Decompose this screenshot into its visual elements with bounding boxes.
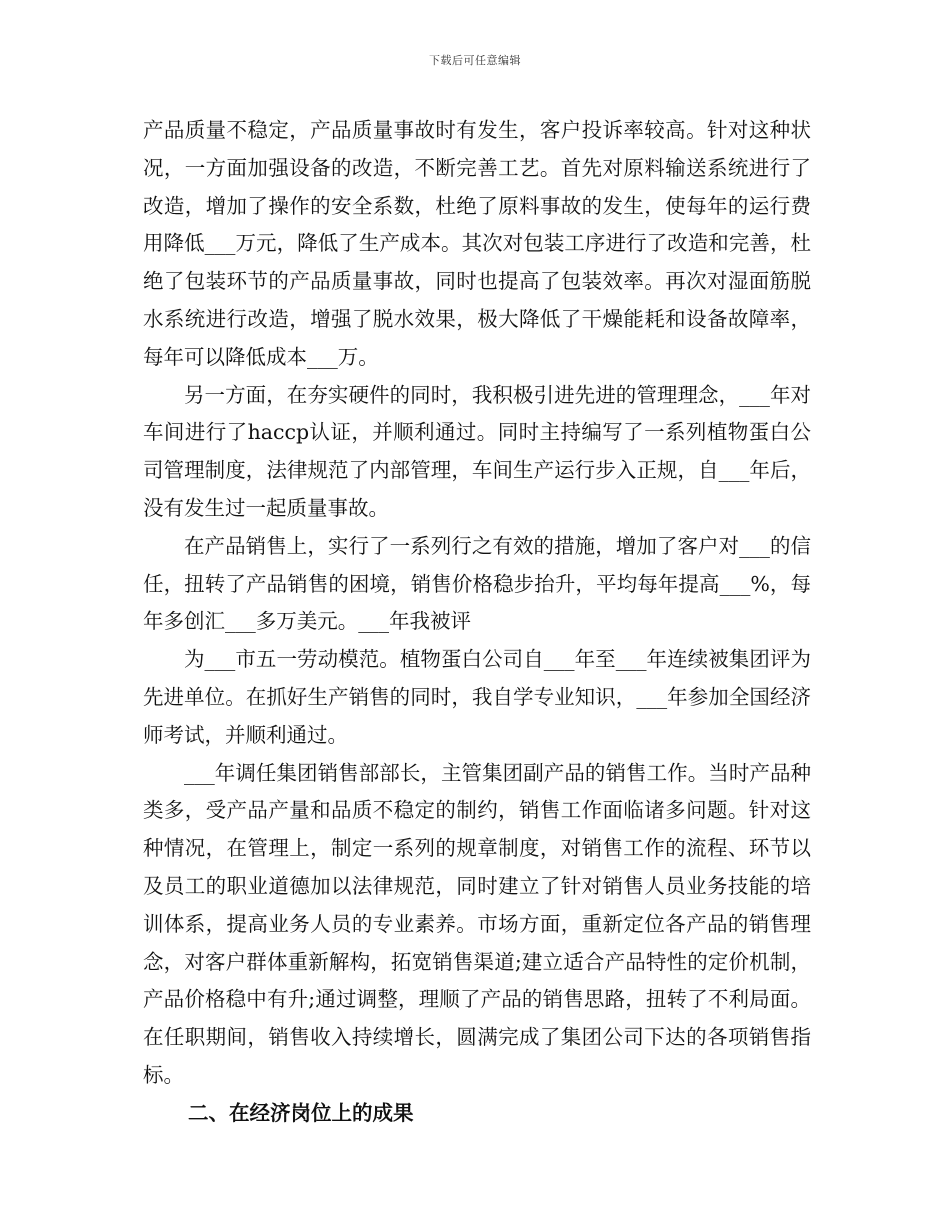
document-body	[143, 112, 811, 1133]
section-heading: 二、在经济岗位上的成果	[188, 1100, 414, 1125]
paragraph-3: 在产品销售上，实行了一系列行之有效的措施，增加了客户对___的信任，扭转了产品销售的困境，销售价格稳步抬升，平均每年提高___%，每年多创汇___多万美元。___年我被评	[143, 533, 811, 634]
paragraph-5: ___年调任集团销售部部长，主管集团副产品的销售工作。当时产品种类多，受产品产量和品质不稳定的制约，销售工作面临诸多问题。针对这种情况，在管理上，制定一系列的规章制度，对销售工作的流程、环节以及员工的职业道德加以法律规范，同时建立了针对销售人员业务技能的培训体系，提高业务人员的专业素养。市场方面，重新定位各产品的销售理念，对客户群体重新解构，拓宽销售渠道;建立适合产品特性的定价机制，产品价格稳中有升;通过调整，理顺了产品的销售思路，扭转了不利局面。在任职期间，销售收入持续增长，圆满完成了集团公司下达的各项销售指标。	[143, 760, 811, 1087]
page-header: 下载后可任意编辑	[429, 54, 521, 67]
paragraph-2: 另一方面，在夯实硬件的同时，我积极引进先进的管理理念，___年对车间进行了haccp认证，并顺利通过。同时主持编写了一系列植物蛋白公司管理制度，法律规范了内部管理，车间生产运行步入正规，自___年后，没有发生过一起质量事故。	[143, 382, 811, 520]
paragraph-4: 为___市五一劳动模范。植物蛋白公司自___年至___年连续被集团评为先进单位。在抓好生产销售的同时，我自学专业知识，___年参加全国经济师考试，并顺利通过。	[143, 647, 811, 747]
paragraph-1: 产品质量不稳定，产品质量事故时有发生，客户投诉率较高。针对这种状况，一方面加强设备的改造，不断完善工艺。首先对原料输送系统进行了改造，增加了操作的安全系数，杜绝了原料事故的发生，使每年的运行费用降低___万元，降低了生产成本。其次对包装工序进行了改造和完善，杜绝了包装环节的产品质量事故，同时也提高了包装效率。再次对湿面筋脱水系统进行改造，增强了脱水效果，极大降低了干燥能耗和设备故障率，每年可以降低成本___万。	[143, 118, 811, 369]
